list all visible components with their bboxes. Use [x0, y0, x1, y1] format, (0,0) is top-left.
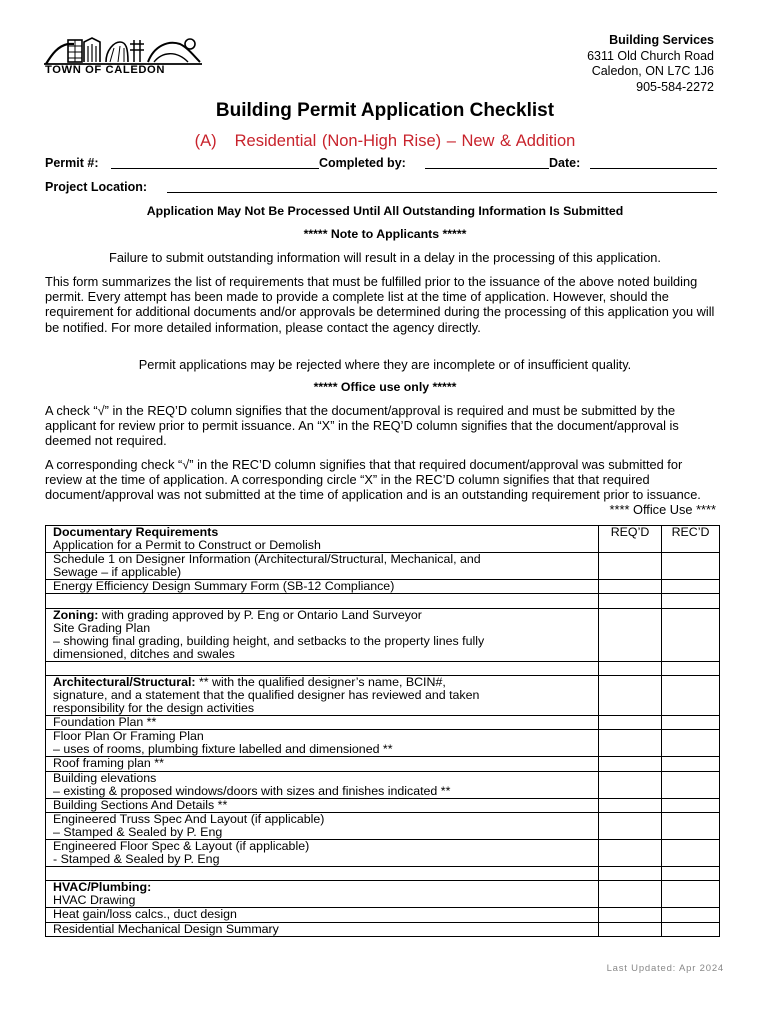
requirement-cell: [46, 661, 599, 675]
table-row: [46, 840, 720, 867]
office-use-label: **** Office Use ****: [609, 502, 716, 517]
section-heading-note: ** with the qualified designer’s name, BCIN#,: [195, 675, 446, 690]
req-checkbox-cell[interactable]: [599, 676, 662, 716]
table-row: [46, 608, 720, 661]
note-heading: ***** Note to Applicants *****: [303, 227, 467, 241]
page-title: Building Permit Application Checklist: [215, 100, 555, 121]
table-row: [46, 798, 720, 812]
req-checkbox-cell[interactable]: [599, 881, 662, 908]
requirement-text: – existing & proposed windows/doors with sizes and finishes indicated **: [53, 783, 451, 798]
requirement-text: [53, 867, 598, 880]
req-checkbox-cell[interactable]: [599, 771, 662, 798]
table-row: [46, 716, 720, 730]
rec-checkbox-cell[interactable]: [662, 580, 720, 594]
table-row: [46, 661, 720, 675]
table-row: [46, 757, 720, 771]
requirement-cell: [46, 608, 599, 661]
rec-checkbox-cell[interactable]: [662, 813, 720, 840]
rec-checkbox-cell[interactable]: [662, 594, 720, 608]
rejection-notice: Permit applications may be rejected where they are incomplete or of insufficient quality.: [138, 357, 632, 372]
completed-by-field[interactable]: [425, 156, 549, 169]
requirement-cell: [46, 813, 599, 840]
rec-checkbox-cell[interactable]: [662, 840, 720, 867]
date-label: Date:: [549, 156, 581, 170]
req-column-explanation: A check “√” in the REQ’D column signifies that the document/approval is required and must be submitted by the applicant for review prior to permit issuance. An “X” in the REQ’D column signifies that the document/approval is deemed not required.: [45, 403, 679, 449]
requirement-text: Building elevations: [53, 770, 157, 785]
requirement-cell: [46, 840, 599, 867]
project-location-row: [45, 180, 717, 197]
requirements-table: [45, 525, 720, 937]
requirement-cell: [46, 526, 599, 553]
requirement-cell: [46, 922, 599, 936]
rec-checkbox-cell[interactable]: [662, 867, 720, 881]
requirement-text: Engineered Floor Spec & Layout (if applicable): [53, 839, 310, 854]
requirement-text: Building Sections And Details **: [53, 797, 228, 812]
rec-checkbox-cell[interactable]: [662, 716, 720, 730]
req-checkbox-cell[interactable]: [599, 661, 662, 675]
req-checkbox-cell[interactable]: [599, 580, 662, 594]
requirement-text: Roof framing plan **: [53, 756, 164, 771]
requirement-cell: [46, 716, 599, 730]
permit-number-field[interactable]: [111, 156, 319, 169]
requirement-cell: [46, 730, 599, 757]
requirement-text: HVAC Drawing: [53, 893, 136, 908]
requirement-text: dimensioned, ditches and swales: [53, 646, 235, 661]
requirement-cell: [46, 580, 599, 594]
requirement-text: – uses of rooms, plumbing fixture labelled and dimensioned **: [53, 742, 393, 757]
requirement-text: [53, 594, 598, 607]
rec-checkbox-cell[interactable]: [662, 771, 720, 798]
table-row: [46, 813, 720, 840]
rec-checkbox-cell[interactable]: [662, 881, 720, 908]
page-subtitle: [0, 132, 770, 151]
project-location-field[interactable]: [167, 180, 717, 193]
requirement-text: responsibility for the design activities: [53, 701, 255, 716]
table-row: [46, 580, 720, 594]
table-row: [46, 922, 720, 936]
requirement-text: Floor Plan Or Framing Plan: [53, 729, 204, 744]
rec-checkbox-cell[interactable]: [662, 553, 720, 580]
rec-checkbox-cell[interactable]: [662, 730, 720, 757]
rec-checkbox-cell[interactable]: [662, 922, 720, 936]
rec-checkbox-cell[interactable]: [662, 608, 720, 661]
requirement-text: - Stamped & Sealed by P. Eng: [53, 852, 220, 867]
req-checkbox-cell[interactable]: [599, 716, 662, 730]
req-checkbox-cell[interactable]: [599, 730, 662, 757]
table-row: [46, 881, 720, 908]
rec-column-header: REC’D: [662, 526, 720, 553]
street-address: 6311 Old Church Road: [587, 48, 714, 63]
requirement-cell: [46, 757, 599, 771]
requirement-text: [53, 662, 598, 675]
requirement-cell: [46, 594, 599, 608]
req-checkbox-cell[interactable]: [599, 757, 662, 771]
rec-checkbox-cell[interactable]: [662, 798, 720, 812]
requirement-cell: [46, 553, 599, 580]
summary-paragraph: This form summarizes the list of requirements that must be fulfilled prior to the issuance of the above noted building permit. Every attempt has been made to provide a complete list at the time of application. However, should the requirement for additional documents and/or approvals be determined during the processing of this application you will be notified. For more detailed information, please contact the agency directly.: [45, 274, 715, 335]
logo-text: TOWN OF CALEDON: [45, 64, 166, 76]
rec-checkbox-cell[interactable]: [662, 661, 720, 675]
requirement-cell: [46, 771, 599, 798]
phone-number: 905-584-2272: [636, 79, 714, 94]
requirement-text: Energy Efficiency Design Summary Form (SB-12 Compliance): [53, 579, 395, 593]
table-row: [46, 867, 720, 881]
address-block: [587, 33, 714, 95]
subtitle-text: Residential (Non-High Rise) – New & Addition: [234, 132, 576, 150]
req-checkbox-cell[interactable]: [599, 813, 662, 840]
section-heading: Documentary Requirements: [53, 525, 219, 539]
req-column-header: REQ’D: [599, 526, 662, 553]
req-checkbox-cell[interactable]: [599, 798, 662, 812]
permit-fields-row: [45, 156, 717, 173]
requirement-text: Residential Mechanical Design Summary: [53, 921, 279, 936]
table-row: [46, 594, 720, 608]
table-row: [46, 526, 720, 553]
requirement-text: Schedule 1 on Designer Information (Architectural/Structural, Mechanical, and: [53, 552, 481, 566]
requirement-text: – showing final grading, building height, and setbacks to the property lines fully: [53, 633, 485, 648]
section-heading: Zoning:: [53, 607, 99, 622]
table-row: [46, 908, 720, 922]
permit-label: Permit #:: [45, 156, 99, 170]
rec-checkbox-cell[interactable]: [662, 908, 720, 922]
processing-warning: Application May Not Be Processed Until All Outstanding Information Is Submitted: [146, 204, 624, 218]
department-name: Building Services: [609, 33, 714, 47]
requirement-cell: [46, 867, 599, 881]
rec-column-explanation: A corresponding check “√” in the REC’D column signifies that that required document/approval was submitted for review at the time of application. A corresponding circle “X” in the REC’D column signifies that that required document/approval was not submitted at the time of application and is an outstanding requirement prior to issuance.: [45, 457, 701, 503]
rec-checkbox-cell[interactable]: [662, 676, 720, 716]
req-checkbox-cell[interactable]: [599, 922, 662, 936]
section-heading-note: with grading approved by P. Eng or Ontario Land Surveyor: [98, 607, 422, 622]
req-checkbox-cell[interactable]: [599, 867, 662, 881]
requirement-cell: [46, 798, 599, 812]
req-checkbox-cell[interactable]: [599, 608, 662, 661]
requirement-text: Application for a Permit to Construct or Demolish: [53, 538, 321, 552]
project-location-label: Project Location:: [45, 180, 148, 194]
requirement-text: signature, and a statement that the qualified designer has reviewed and taken: [53, 688, 480, 703]
table-row: [46, 553, 720, 580]
requirement-cell: [46, 881, 599, 908]
failure-notice: Failure to submit outstanding information will result in a delay in the processing of this application.: [109, 250, 661, 265]
rec-checkbox-cell[interactable]: [662, 757, 720, 771]
table-row: [46, 676, 720, 716]
section-heading: HVAC/Plumbing:: [53, 880, 152, 895]
req-checkbox-cell[interactable]: [599, 594, 662, 608]
requirement-text: – Stamped & Sealed by P. Eng: [53, 825, 223, 840]
requirement-cell: [46, 908, 599, 922]
completed-by-label: Completed by:: [319, 156, 406, 170]
subtitle-code: (A): [194, 132, 217, 150]
requirement-text: Heat gain/loss calcs., duct design: [53, 907, 237, 922]
requirement-text: Sewage – if applicable): [53, 565, 182, 579]
last-updated: Last Updated: Apr 2024: [606, 963, 724, 974]
requirement-text: Foundation Plan **: [53, 715, 157, 730]
req-checkbox-cell[interactable]: [599, 553, 662, 580]
city-address: Caledon, ON L7C 1J6: [591, 64, 714, 78]
section-heading: Architectural/Structural:: [53, 675, 196, 690]
req-checkbox-cell[interactable]: [599, 908, 662, 922]
date-field[interactable]: [590, 156, 717, 169]
table-row: [46, 730, 720, 757]
requirement-text: Site Grading Plan: [53, 620, 151, 635]
requirement-cell: [46, 676, 599, 716]
table-row: [46, 771, 720, 798]
office-use-heading: ***** Office use only *****: [313, 380, 457, 394]
requirement-text: Engineered Truss Spec And Layout (if applicable): [53, 812, 325, 827]
req-checkbox-cell[interactable]: [599, 840, 662, 867]
